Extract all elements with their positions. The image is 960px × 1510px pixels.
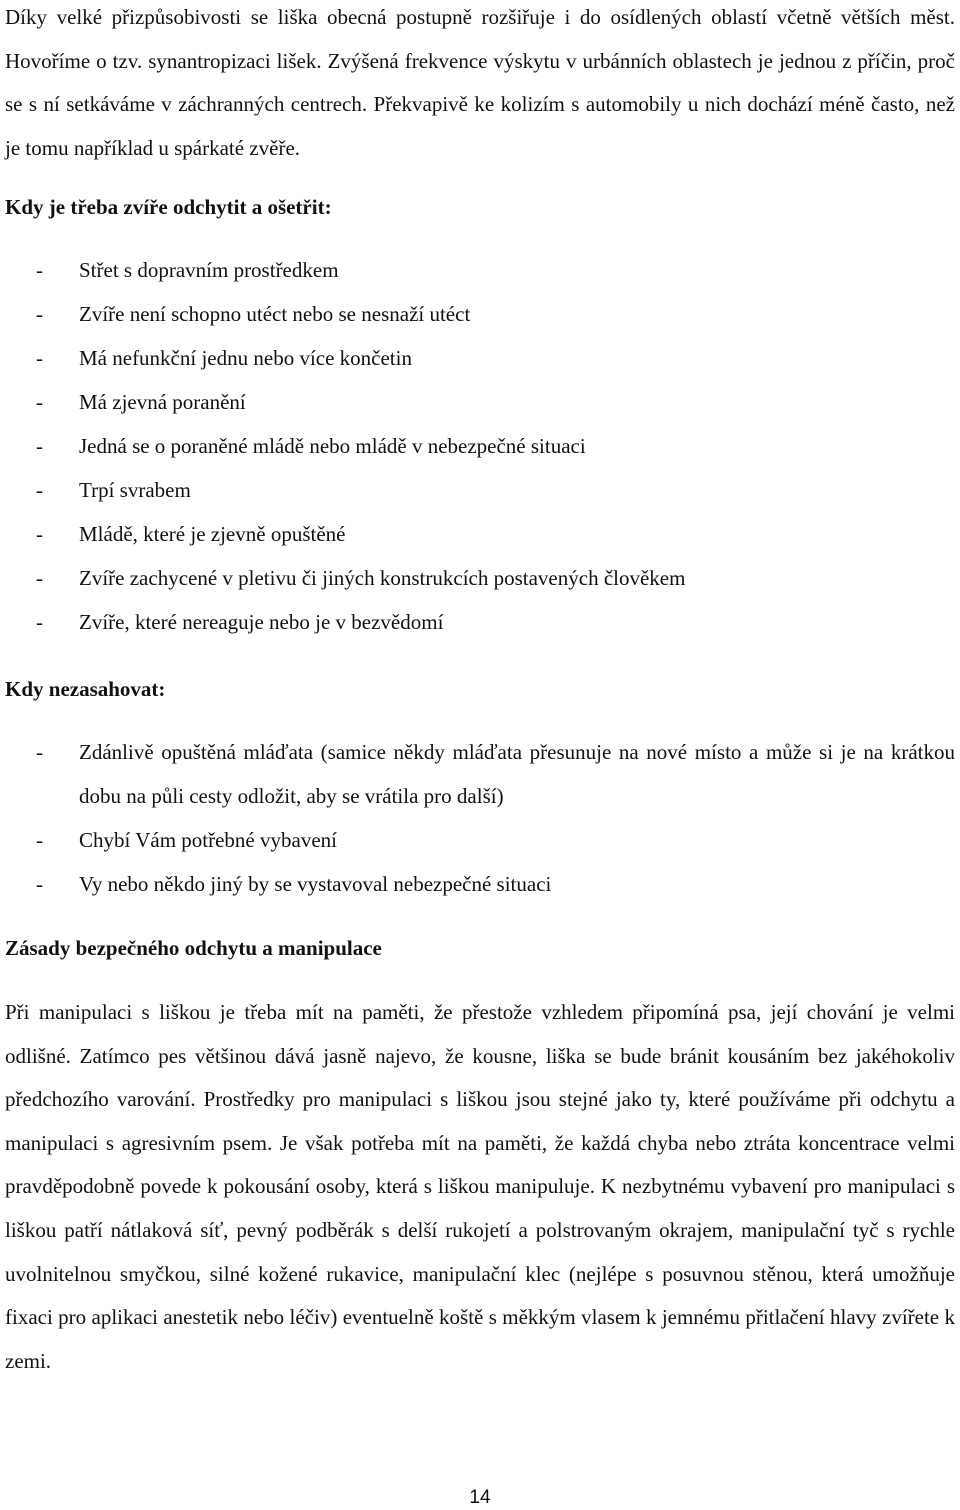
list-dash: - bbox=[36, 566, 43, 590]
list-item-text: Zdánlivě opuštěná mláďata (samice někdy mláďata přesunuje na nové místo a může si je na krátkou dobu na půli cesty odložit, aby se vrátila pro další) bbox=[79, 740, 955, 808]
list-item-text: Mládě, které je zjevně opuštěné bbox=[79, 522, 346, 546]
heading-when-not-to-intervene: Kdy nezasahovat: bbox=[5, 677, 166, 701]
list-item-text: Zvíře není schopno utéct nebo se nesnaží utéct bbox=[79, 302, 471, 326]
list-dash: - bbox=[36, 390, 43, 414]
list-item-text: Trpí svrabem bbox=[79, 478, 191, 502]
list-dash: - bbox=[36, 478, 43, 502]
no-intervene-list bbox=[5, 730, 955, 906]
list-item-text: Chybí Vám potřebné vybavení bbox=[79, 828, 337, 852]
list-dash: - bbox=[36, 346, 43, 370]
capture-criteria-list bbox=[5, 248, 955, 644]
list-item-text: Zvíře, které nereaguje nebo je v bezvědomí bbox=[79, 610, 444, 634]
page-number: 14 bbox=[469, 1487, 491, 1508]
list-dash: - bbox=[36, 610, 43, 634]
list-item bbox=[5, 556, 955, 600]
list-item-text: Jedná se o poraněné mládě nebo mládě v nebezpečné situaci bbox=[79, 434, 586, 458]
list-item-text: Střet s dopravním prostředkem bbox=[79, 258, 339, 282]
list-dash: - bbox=[36, 302, 43, 326]
list-item-text: Má nefunkční jednu nebo více končetin bbox=[79, 346, 412, 370]
list-dash: - bbox=[36, 522, 43, 546]
list-item bbox=[5, 512, 955, 556]
list-item bbox=[5, 248, 955, 292]
list-dash: - bbox=[36, 740, 43, 764]
heading-safe-handling: Zásady bezpečného odchytu a manipulace bbox=[5, 936, 382, 960]
list-dash: - bbox=[36, 434, 43, 458]
list-item-text: Má zjevná poranění bbox=[79, 390, 246, 414]
heading-when-to-capture: Kdy je třeba zvíře odchytit a ošetřit: bbox=[5, 195, 332, 219]
list-dash: - bbox=[36, 872, 43, 896]
intro-paragraph: Díky velké přizpůsobivosti se liška obecná postupně rozšiřuje i do osídlených oblastí včetně větších měst. Hovoříme o tzv. synantropizaci lišek. Zvýšená frekvence výskytu v urbánních oblastech je jednou z příčin, proč se s ní setkáváme v záchranných centrech. Překvapivě ke kolizím s automobily u nich dochází méně často, než je tomu například u spárkaté zvěře. bbox=[5, 5, 955, 160]
list-item bbox=[5, 862, 955, 906]
list-item-text: Vy nebo někdo jiný by se vystavoval nebezpečné situaci bbox=[79, 872, 552, 896]
list-item-text: Zvíře zachycené v pletivu či jiných konstrukcích postavených člověkem bbox=[79, 566, 686, 590]
list-item bbox=[5, 336, 955, 380]
list-dash: - bbox=[36, 258, 43, 282]
list-item bbox=[5, 468, 955, 512]
list-item bbox=[5, 600, 955, 644]
list-item bbox=[5, 292, 955, 336]
list-item bbox=[5, 730, 955, 818]
list-item bbox=[5, 380, 955, 424]
list-item bbox=[5, 818, 955, 862]
list-dash: - bbox=[36, 828, 43, 852]
list-item bbox=[5, 424, 955, 468]
handling-paragraph: Při manipulaci s liškou je třeba mít na paměti, že přestože vzhledem připomíná psa, její chování je velmi odlišné. Zatímco pes většinou dává jasně najevo, že kousne, liška se bude bránit kousáním bez jakéhokoliv předchozího varování. Prostředky pro manipulaci s liškou jsou stejné jako ty, které používáme při odchytu a manipulaci s agresivním psem. Je však potřeba mít na paměti, že každá chyba nebo ztráta koncentrace velmi pravděpodobně povede k pokousání osoby, která s liškou manipuluje. K nezbytnému vybavení pro manipulaci s liškou patří nátlaková síť, pevný podběrák s delší rukojetí a polstrovaným okrajem, manipulační tyč s rychle uvolnitelnou smyčkou, silné kožené rukavice, manipulační klec (nejlépe s posuvnou stěnou, která umožňuje fixaci pro aplikaci anestetik nebo léčiv) eventuelně koště s měkkým vlasem k jemnému přitlačení hlavy zvířete k zemi. bbox=[5, 1000, 955, 1373]
